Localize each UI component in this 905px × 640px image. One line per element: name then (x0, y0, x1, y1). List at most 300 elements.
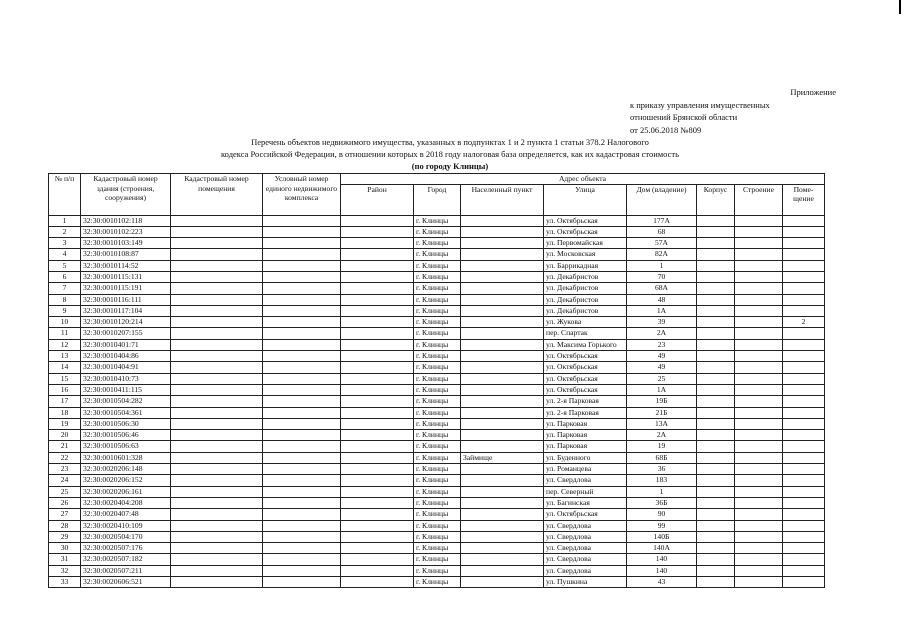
cell-district (341, 271, 414, 282)
cell-settlement (461, 577, 544, 588)
cell-city: г. Клинцы (414, 497, 461, 508)
cell-city: г. Клинцы (414, 351, 461, 362)
cell-conditional-number (263, 430, 341, 441)
table-row (49, 226, 825, 237)
cell-district (341, 486, 414, 497)
cell-city: г. Клинцы (414, 373, 461, 384)
cell-district (341, 554, 414, 565)
cell-room (783, 418, 825, 429)
cell-cadastral-building: 32:30:0010506:46 (81, 430, 171, 441)
cell-settlement: Займище (461, 452, 544, 463)
header-conditional-number: Условный номер единого недвижимого комплекса (263, 174, 341, 216)
cell-num: 14 (49, 362, 81, 373)
cell-cadastral-building: 32:30:0010410:73 (81, 373, 171, 384)
cell-city: г. Клинцы (414, 328, 461, 339)
cell-num: 23 (49, 464, 81, 475)
cell-room (783, 339, 825, 350)
cell-building (735, 554, 783, 565)
cell-district (341, 565, 414, 576)
cell-conditional-number (263, 305, 341, 316)
cell-settlement (461, 238, 544, 249)
cell-city: г. Клинцы (414, 226, 461, 237)
cell-corpus (697, 509, 735, 520)
cell-building (735, 441, 783, 452)
cell-building (735, 430, 783, 441)
cell-house: 140 (627, 565, 697, 576)
cell-corpus (697, 452, 735, 463)
cell-cadastral-building: 32:30:0010114:52 (81, 260, 171, 271)
cell-settlement (461, 464, 544, 475)
cell-num: 27 (49, 509, 81, 520)
cell-num: 5 (49, 260, 81, 271)
table-row (49, 464, 825, 475)
cell-district (341, 452, 414, 463)
cell-conditional-number (263, 531, 341, 542)
cell-cadastral-building: 32:30:0010207:155 (81, 328, 171, 339)
cell-city: г. Клинцы (414, 486, 461, 497)
cell-city: г. Клинцы (414, 577, 461, 588)
cell-house: 140 (627, 554, 697, 565)
cell-street: ул. Свердлова (544, 554, 627, 565)
cell-conditional-number (263, 452, 341, 463)
cell-house: 19 (627, 441, 697, 452)
cell-settlement (461, 475, 544, 486)
cell-city: г. Клинцы (414, 418, 461, 429)
cell-room (783, 373, 825, 384)
cell-room (783, 305, 825, 316)
cell-settlement (461, 294, 544, 305)
cell-house: 25 (627, 373, 697, 384)
cell-house: 68 (627, 226, 697, 237)
cell-cadastral-room (171, 339, 263, 350)
cell-cadastral-building: 32:30:0010401:71 (81, 339, 171, 350)
cell-building (735, 294, 783, 305)
cell-settlement (461, 565, 544, 576)
header-cadastral-room: Кадастровый номер помещения (171, 174, 263, 216)
cell-building (735, 520, 783, 531)
cell-street: ул. Декабристов (544, 283, 627, 294)
cell-corpus (697, 407, 735, 418)
appendix-date: от 25.06.2018 №809 (630, 124, 702, 135)
cell-city: г. Клинцы (414, 543, 461, 554)
cell-city: г. Клинцы (414, 294, 461, 305)
cell-room (783, 407, 825, 418)
cell-district (341, 215, 414, 226)
cell-building (735, 384, 783, 395)
cell-city: г. Клинцы (414, 271, 461, 282)
cell-street: ул. Свердлова (544, 531, 627, 542)
cell-room (783, 441, 825, 452)
cell-room (783, 283, 825, 294)
cell-street: ул. Октябрьская (544, 384, 627, 395)
cell-cadastral-building: 32:30:0020407:48 (81, 509, 171, 520)
cell-cadastral-room (171, 305, 263, 316)
cell-conditional-number (263, 215, 341, 226)
cell-cadastral-room (171, 373, 263, 384)
cell-building (735, 317, 783, 328)
table-row (49, 396, 825, 407)
table-row (49, 441, 825, 452)
cell-settlement (461, 317, 544, 328)
cell-house: 49 (627, 351, 697, 362)
header-building: Строение (735, 184, 783, 215)
cell-cadastral-room (171, 407, 263, 418)
cell-building (735, 226, 783, 237)
cell-city: г. Клинцы (414, 215, 461, 226)
cell-city: г. Клинцы (414, 396, 461, 407)
header-room: Поме-щение (783, 184, 825, 215)
table-row (49, 475, 825, 486)
cell-building (735, 283, 783, 294)
cell-city: г. Клинцы (414, 520, 461, 531)
cell-street: ул. Октябрьская (544, 215, 627, 226)
header-house: Дом (владение) (627, 184, 697, 215)
cell-building (735, 577, 783, 588)
cell-room (783, 577, 825, 588)
cell-house: 2А (627, 430, 697, 441)
table-row (49, 271, 825, 282)
cell-city: г. Клинцы (414, 260, 461, 271)
cell-num: 31 (49, 554, 81, 565)
cell-house: 1А (627, 384, 697, 395)
cell-house: 140А (627, 543, 697, 554)
table-row (49, 577, 825, 588)
table-row (49, 531, 825, 542)
cell-building (735, 249, 783, 260)
cell-house: 21Б (627, 407, 697, 418)
cell-cadastral-building: 32:30:0010103:149 (81, 238, 171, 249)
cell-corpus (697, 215, 735, 226)
cell-room (783, 452, 825, 463)
table-row (49, 509, 825, 520)
cell-conditional-number (263, 283, 341, 294)
cell-conditional-number (263, 249, 341, 260)
cell-building (735, 362, 783, 373)
cell-city: г. Клинцы (414, 430, 461, 441)
cell-city: г. Клинцы (414, 283, 461, 294)
cell-house: 140Б (627, 531, 697, 542)
cell-city: г. Клинцы (414, 509, 461, 520)
cell-settlement (461, 351, 544, 362)
cell-num: 29 (49, 531, 81, 542)
cell-cadastral-room (171, 317, 263, 328)
cell-house: 99 (627, 520, 697, 531)
cell-settlement (461, 520, 544, 531)
cell-room (783, 362, 825, 373)
cell-cadastral-building: 32:30:0010102:118 (81, 215, 171, 226)
cell-street: ул. Октябрьская (544, 351, 627, 362)
cell-corpus (697, 339, 735, 350)
cell-district (341, 430, 414, 441)
cell-num: 9 (49, 305, 81, 316)
table-row (49, 384, 825, 395)
cell-district (341, 226, 414, 237)
cell-num: 20 (49, 430, 81, 441)
cell-house: 49 (627, 362, 697, 373)
cell-num: 2 (49, 226, 81, 237)
cell-room (783, 531, 825, 542)
cell-street: ул. Свердлова (544, 565, 627, 576)
table-row (49, 238, 825, 249)
cell-num: 33 (49, 577, 81, 588)
cell-cadastral-room (171, 283, 263, 294)
cell-num: 16 (49, 384, 81, 395)
cell-conditional-number (263, 317, 341, 328)
cell-settlement (461, 554, 544, 565)
table-row (49, 294, 825, 305)
cell-cadastral-building: 32:30:0010504:361 (81, 407, 171, 418)
cell-cadastral-building: 32:30:0020206:161 (81, 486, 171, 497)
cell-street: ул. Баррикадная (544, 260, 627, 271)
cell-street: ул. Парковая (544, 430, 627, 441)
cell-district (341, 317, 414, 328)
cell-building (735, 509, 783, 520)
cell-cadastral-room (171, 430, 263, 441)
cell-cadastral-building: 32:30:0020206:152 (81, 475, 171, 486)
cell-cadastral-building: 32:30:0020404:208 (81, 497, 171, 508)
cell-conditional-number (263, 509, 341, 520)
cell-cadastral-room (171, 452, 263, 463)
cell-conditional-number (263, 260, 341, 271)
cell-house: 39 (627, 317, 697, 328)
cell-district (341, 249, 414, 260)
cell-conditional-number (263, 543, 341, 554)
cell-cadastral-building: 32:30:0020410:109 (81, 520, 171, 531)
cell-city: г. Клинцы (414, 407, 461, 418)
cell-city: г. Клинцы (414, 249, 461, 260)
cell-building (735, 407, 783, 418)
cell-district (341, 475, 414, 486)
cell-house: 183 (627, 475, 697, 486)
table-row (49, 260, 825, 271)
cell-room (783, 294, 825, 305)
header-city: Город (414, 184, 461, 215)
cell-num: 32 (49, 565, 81, 576)
cell-building (735, 418, 783, 429)
cell-conditional-number (263, 328, 341, 339)
cell-settlement (461, 260, 544, 271)
cell-street: пер. Северный (544, 486, 627, 497)
cell-house: 48 (627, 294, 697, 305)
cell-conditional-number (263, 554, 341, 565)
cell-district (341, 384, 414, 395)
cell-cadastral-room (171, 294, 263, 305)
cell-district (341, 283, 414, 294)
cell-num: 18 (49, 407, 81, 418)
cell-corpus (697, 384, 735, 395)
cell-settlement (461, 418, 544, 429)
cell-house: 90 (627, 509, 697, 520)
header-address: Адрес объекта (341, 174, 825, 185)
cell-num: 21 (49, 441, 81, 452)
cell-room (783, 430, 825, 441)
cell-street: ул. Октябрьская (544, 373, 627, 384)
cell-cadastral-room (171, 351, 263, 362)
cell-building (735, 543, 783, 554)
cell-cadastral-room (171, 531, 263, 542)
cell-district (341, 305, 414, 316)
header-street: Улица (544, 184, 627, 215)
cell-city: г. Клинцы (414, 554, 461, 565)
cell-settlement (461, 305, 544, 316)
cell-city: г. Клинцы (414, 464, 461, 475)
cell-house: 23 (627, 339, 697, 350)
cell-num: 15 (49, 373, 81, 384)
cell-city: г. Клинцы (414, 452, 461, 463)
cell-building (735, 271, 783, 282)
cell-corpus (697, 520, 735, 531)
cell-city: г. Клинцы (414, 475, 461, 486)
table-row (49, 283, 825, 294)
cell-street: ул. Первомайская (544, 238, 627, 249)
table-row (49, 373, 825, 384)
cell-num: 26 (49, 497, 81, 508)
cell-district (341, 373, 414, 384)
cell-cadastral-room (171, 554, 263, 565)
cell-cadastral-room (171, 328, 263, 339)
cell-street: ул. Буденного (544, 452, 627, 463)
table-row (49, 520, 825, 531)
cell-cadastral-building: 32:30:0020507:176 (81, 543, 171, 554)
cell-cadastral-building: 32:30:0010116:111 (81, 294, 171, 305)
table-row (49, 565, 825, 576)
cell-corpus (697, 317, 735, 328)
cell-building (735, 373, 783, 384)
cell-corpus (697, 497, 735, 508)
cell-settlement (461, 339, 544, 350)
cell-city: г. Клинцы (414, 565, 461, 576)
cell-corpus (697, 531, 735, 542)
cell-corpus (697, 475, 735, 486)
header-district: Район (341, 184, 414, 215)
cell-room (783, 543, 825, 554)
cell-corpus (697, 577, 735, 588)
cell-district (341, 362, 414, 373)
cell-building (735, 452, 783, 463)
table-row (49, 305, 825, 316)
cell-city: г. Клинцы (414, 362, 461, 373)
cell-room (783, 238, 825, 249)
cell-corpus (697, 464, 735, 475)
cell-city: г. Клинцы (414, 441, 461, 452)
cell-corpus (697, 226, 735, 237)
cell-num: 3 (49, 238, 81, 249)
cell-street: ул. Парковая (544, 441, 627, 452)
cell-conditional-number (263, 339, 341, 350)
page-edge-mark (899, 0, 901, 14)
cell-room (783, 260, 825, 271)
cell-district (341, 441, 414, 452)
cell-room (783, 520, 825, 531)
cell-num: 28 (49, 520, 81, 531)
cell-district (341, 497, 414, 508)
cell-corpus (697, 328, 735, 339)
cell-district (341, 339, 414, 350)
cell-house: 1А (627, 305, 697, 316)
cell-room (783, 271, 825, 282)
cell-building (735, 215, 783, 226)
cell-settlement (461, 486, 544, 497)
cell-room (783, 475, 825, 486)
cell-room (783, 226, 825, 237)
appendix-authority: отношений Брянской области (630, 112, 738, 122)
cell-corpus (697, 283, 735, 294)
cell-street: ул. Жукова (544, 317, 627, 328)
cell-house: 36 (627, 464, 697, 475)
cell-corpus (697, 351, 735, 362)
cell-district (341, 328, 414, 339)
cell-cadastral-building: 32:30:0010601:328 (81, 452, 171, 463)
cell-num: 24 (49, 475, 81, 486)
cell-num: 13 (49, 351, 81, 362)
cell-house: 36Б (627, 497, 697, 508)
header-corpus: Корпус (697, 184, 735, 215)
cell-district (341, 418, 414, 429)
table-row (49, 497, 825, 508)
cell-settlement (461, 396, 544, 407)
cell-cadastral-room (171, 260, 263, 271)
cell-house: 13А (627, 418, 697, 429)
cell-building (735, 339, 783, 350)
cell-house: 68Б (627, 452, 697, 463)
cell-room (783, 249, 825, 260)
cell-cadastral-room (171, 396, 263, 407)
table-body (49, 215, 825, 588)
cell-settlement (461, 430, 544, 441)
cell-building (735, 531, 783, 542)
cell-conditional-number (263, 373, 341, 384)
table-row (49, 339, 825, 350)
cell-cadastral-room (171, 384, 263, 395)
cell-num: 7 (49, 283, 81, 294)
cell-corpus (697, 565, 735, 576)
cell-num: 22 (49, 452, 81, 463)
cell-corpus (697, 543, 735, 554)
cell-conditional-number (263, 294, 341, 305)
cell-cadastral-room (171, 362, 263, 373)
cell-room (783, 328, 825, 339)
cell-conditional-number (263, 396, 341, 407)
cell-cadastral-building: 32:30:0020507:182 (81, 554, 171, 565)
cell-settlement (461, 226, 544, 237)
table-row (49, 430, 825, 441)
cell-conditional-number (263, 362, 341, 373)
cell-street: ул. Свердлова (544, 543, 627, 554)
appendix-block (630, 86, 850, 136)
cell-building (735, 260, 783, 271)
cell-num: 1 (49, 215, 81, 226)
cell-street: ул. Декабристов (544, 271, 627, 282)
cell-conditional-number (263, 238, 341, 249)
cell-corpus (697, 418, 735, 429)
cell-conditional-number (263, 226, 341, 237)
cell-settlement (461, 441, 544, 452)
cell-cadastral-room (171, 520, 263, 531)
cell-street: ул. Парковая (544, 418, 627, 429)
cell-settlement (461, 249, 544, 260)
cell-house: 19Б (627, 396, 697, 407)
cell-corpus (697, 260, 735, 271)
cell-corpus (697, 362, 735, 373)
cell-district (341, 577, 414, 588)
table-row (49, 554, 825, 565)
cell-cadastral-building: 32:30:0010115:191 (81, 283, 171, 294)
cell-settlement (461, 407, 544, 418)
cell-cadastral-building: 32:30:0010404:91 (81, 362, 171, 373)
cell-street: ул. Декабристов (544, 294, 627, 305)
cell-num: 10 (49, 317, 81, 328)
cell-conditional-number (263, 418, 341, 429)
